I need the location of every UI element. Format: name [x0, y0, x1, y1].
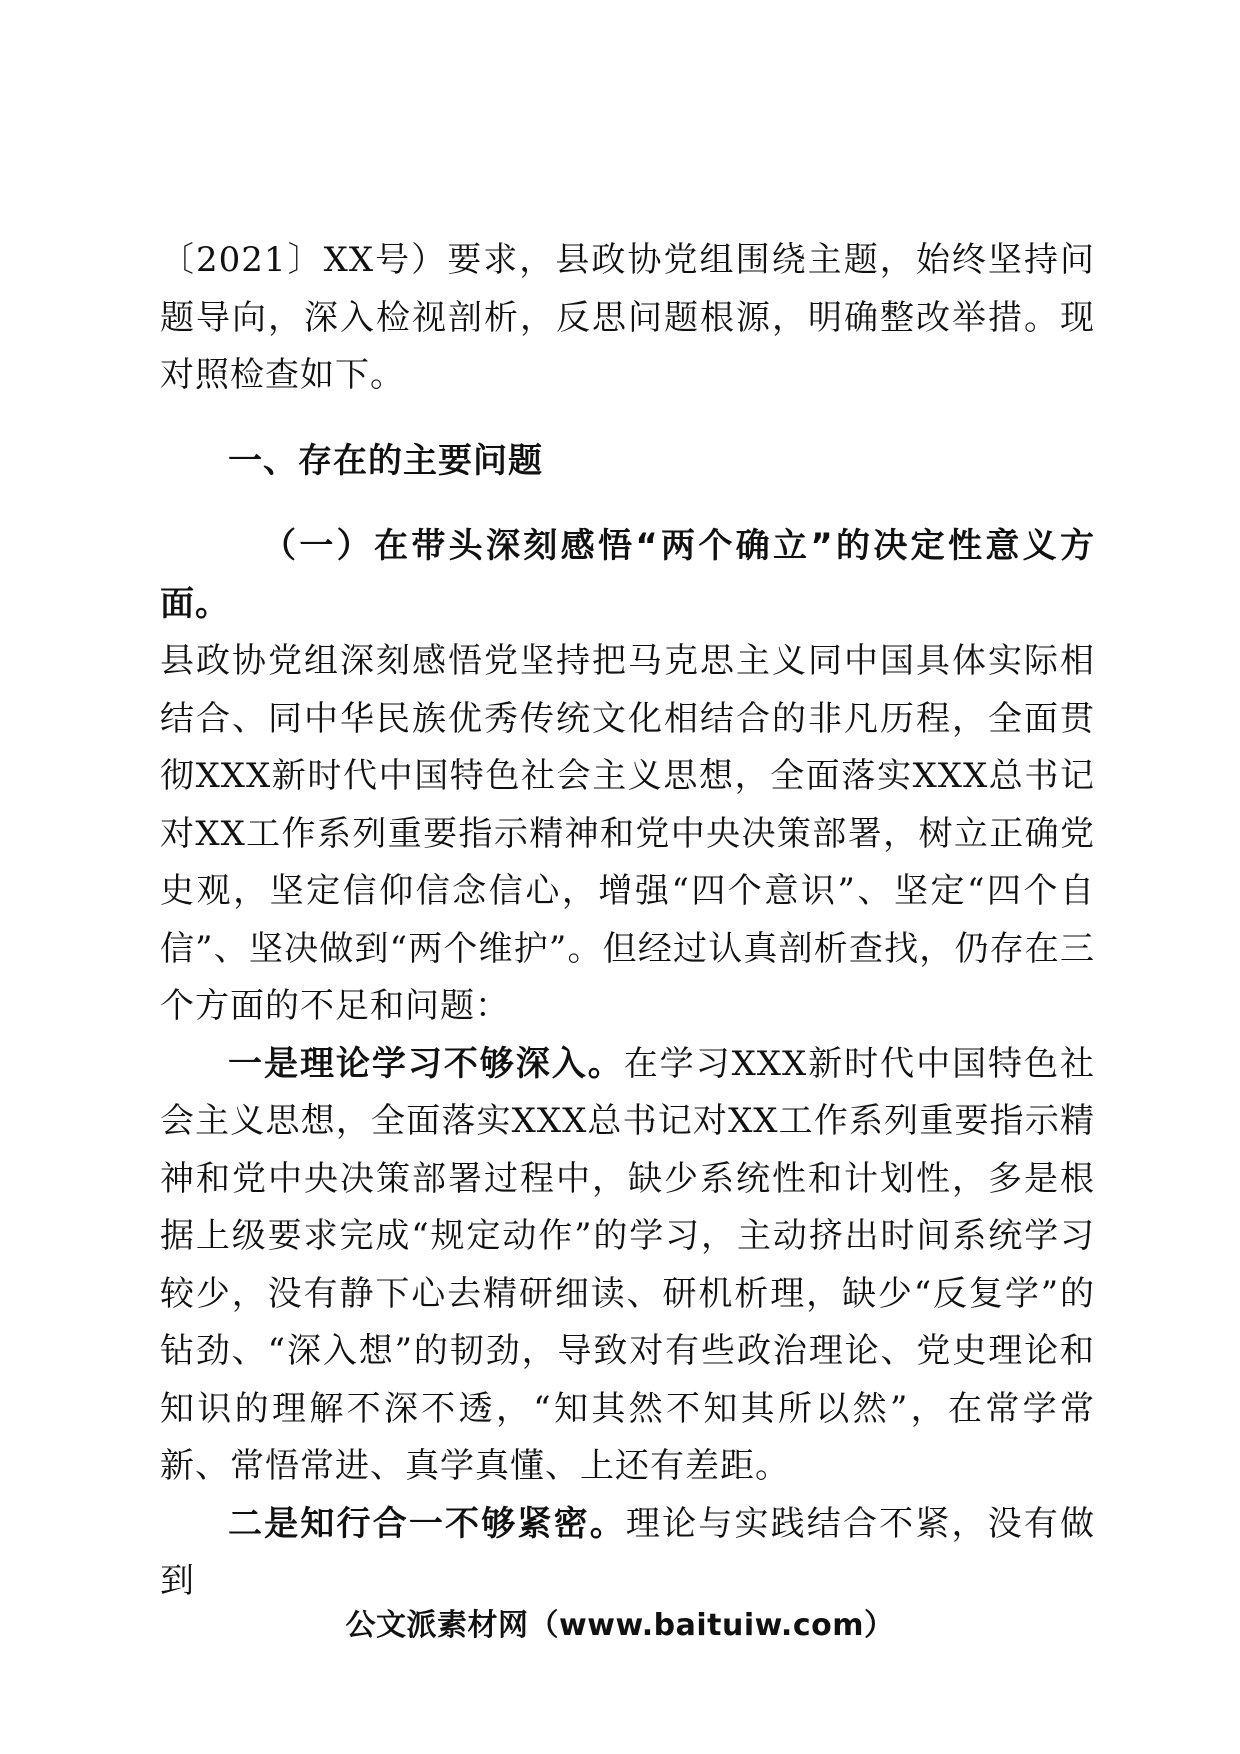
- point-two-lead: 二是知行合一不够紧密。: [228, 1503, 626, 1544]
- point-one-lead: 一是理论学习不够深入。: [228, 1043, 624, 1084]
- subsection-heading: （一）在带头深刻感悟“两个确立”的决定性意义方面。: [160, 526, 1095, 624]
- subsection-paragraph: 县政协党组深刻感悟党坚持把马克思主义同中国具体实际相结合、同中华民族优秀传统文化相结合的非凡历程，全面贯彻XXX新时代中国特色社会主义思想，全面落实XXX总书记对XX工作系列重要指示精神和党中央决策部署，树立正确党史观，坚定信仰信念信心，增强“四个意识”、坚定“四个自信”、坚决做到“两个维护”。但经过认真剖析查找，仍存在三个方面的不足和问题：: [160, 641, 1095, 1026]
- point-two-paragraph: [160, 1496, 1095, 1611]
- opening-paragraph: 〔2021〕XX号）要求，县政协党组围绕主题，始终坚持问题导向，深入检视剖析，反思问题根源，明确整改举措。现对照检查如下。: [160, 240, 1095, 395]
- footer-watermark: 公文派素材网（www.baituiw.com）: [345, 1608, 895, 1643]
- point-one-text: 在学习XXX新时代中国特色社会主义思想，全面落实XXX总书记对XX工作系列重要指示精神和党中央决策部署过程中，缺少系统性和计划性，多是根据上级要求完成“规定动作”的学习，主动挤出时间系统学习较少，没有静下心去精研细读、研机析理，缺少“反复学”的钻劲、“深入想”的韧劲，导致对有些政治理论、党史理论和知识的理解不深不透，“知其然不知其所以然”，在常学常新、常悟常进、真学真懂、上还有差距。: [160, 1043, 1095, 1486]
- document-body: [160, 232, 1095, 1611]
- section-heading: 一、存在的主要问题: [228, 440, 543, 481]
- point-two-text: 理论与实践结合不紧，没有做到: [160, 1503, 1096, 1601]
- point-one-paragraph: [160, 1036, 1095, 1496]
